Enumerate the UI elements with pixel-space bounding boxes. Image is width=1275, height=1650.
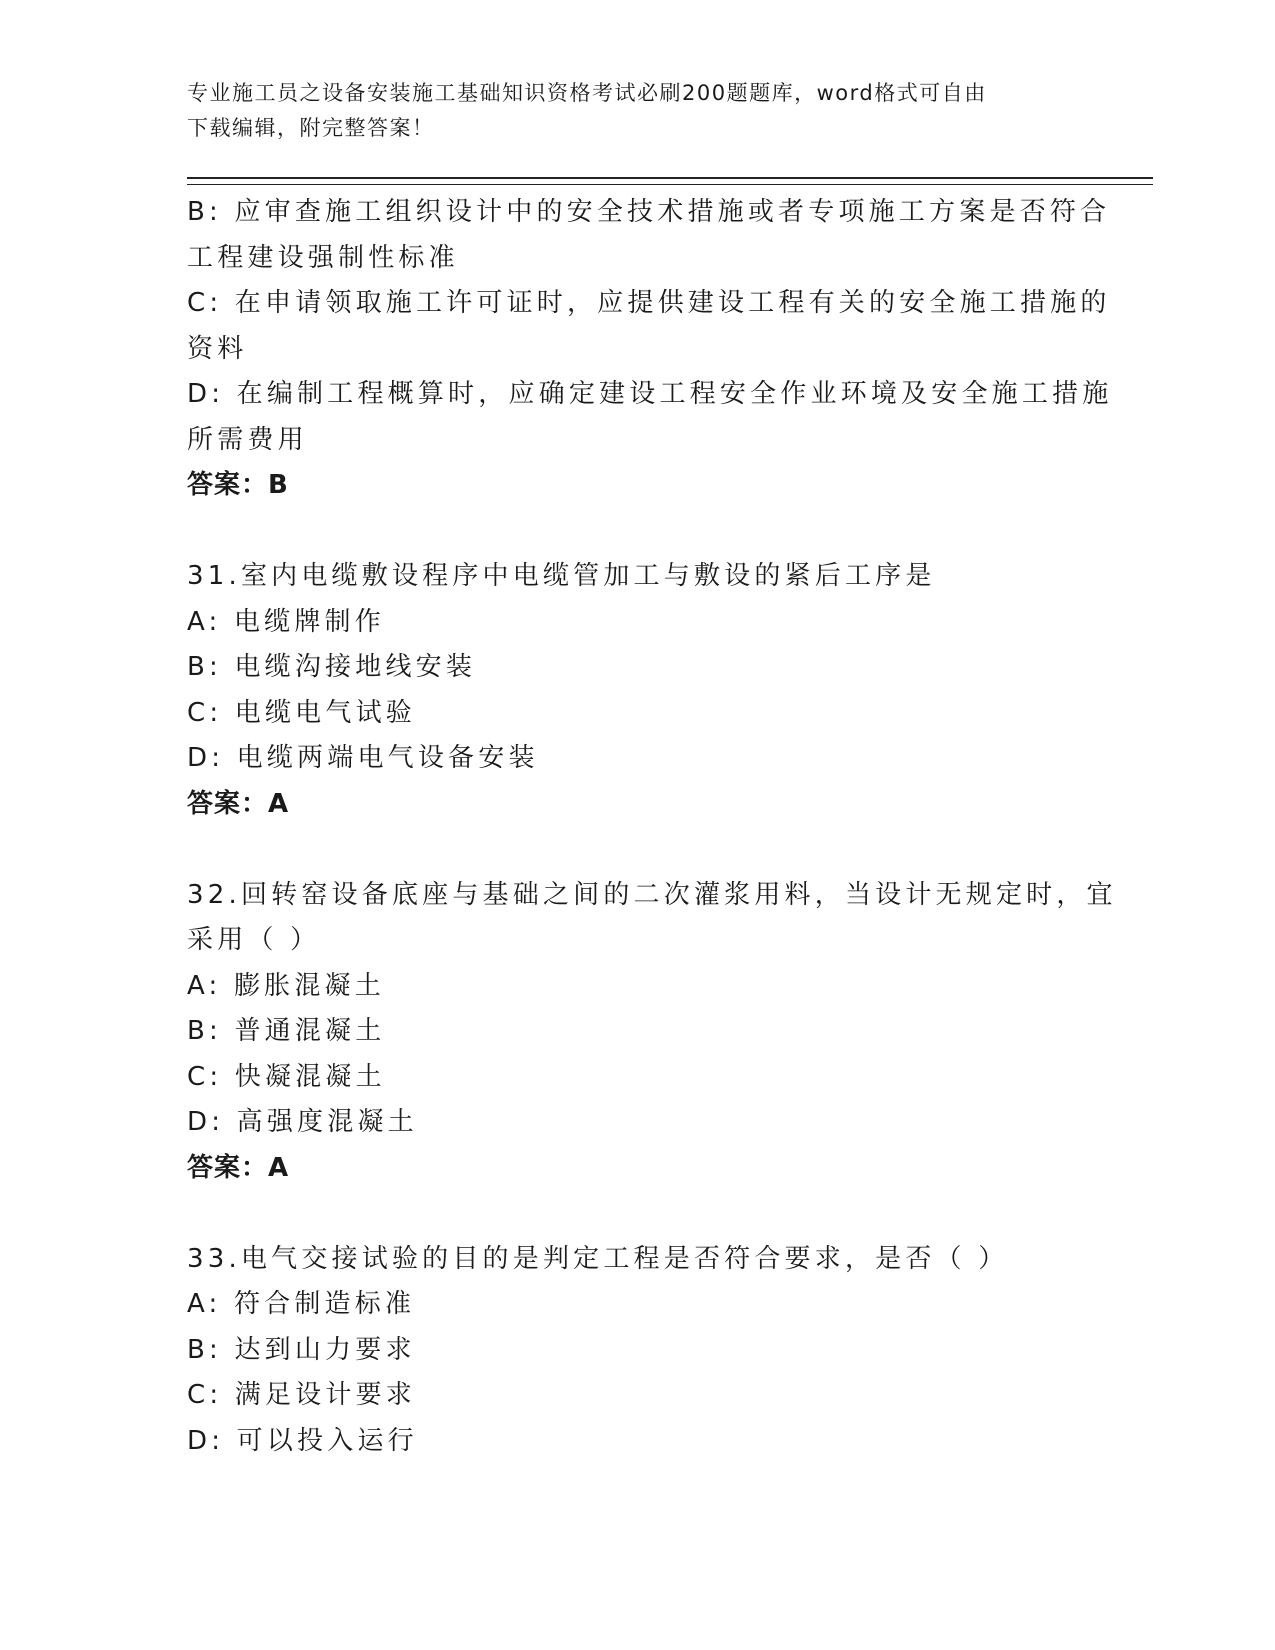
q30-option-d-line-2: 所需费用 (187, 424, 308, 455)
q32-option-c: C: 快凝混凝土 (187, 1061, 386, 1092)
header-divider-thick (187, 177, 1153, 179)
q32-option-d: D: 高强度混凝土 (187, 1107, 418, 1137)
question-33-block (187, 1237, 1087, 1465)
q30-option-c-line-2: 资料 (187, 333, 248, 364)
document-header (187, 76, 1067, 146)
q30-option-b-line-1: B: 应审查施工组织设计中的安全技术措施或者专项施工方案是否符合 (187, 197, 1111, 227)
spacer (187, 1191, 1087, 1237)
question-31-block (187, 554, 1087, 827)
question-32-block (187, 873, 1117, 1192)
q33-stem: 33.电气交接试验的目的是判定工程是否符合要求，是否（ ） (187, 1243, 1009, 1274)
q31-option-b: B: 电缆沟接地线安装 (187, 652, 477, 682)
header-line-1: 专业施工员之设备安装施工基础知识资格考试必刷200题题库，word格式可自由 (187, 81, 987, 105)
q31-option-d: D: 电缆两端电气设备安装 (187, 743, 539, 773)
q31-answer: 答案：A (187, 788, 290, 819)
header-divider-thin (187, 184, 1153, 185)
q33-option-a: A: 符合制造标准 (187, 1289, 416, 1319)
spacer (187, 827, 1087, 873)
q30-option-c-line-1: C: 在申请领取施工许可证时，应提供建设工程有关的安全施工措施的 (187, 288, 1111, 318)
q33-option-d: D: 可以投入运行 (187, 1425, 418, 1456)
q31-option-a: A: 电缆牌制作 (187, 606, 385, 637)
q33-option-c: C: 满足设计要求 (187, 1380, 416, 1410)
header-line-2: 下载编辑，附完整答案！ (187, 116, 435, 140)
q32-option-a: A: 膨胀混凝土 (187, 970, 385, 1001)
q30-option-b-line-2: 工程建设强制性标准 (187, 242, 459, 273)
question-30-block (187, 190, 1113, 509)
q32-option-b: B: 普通混凝土 (187, 1016, 386, 1046)
question-content (187, 190, 1117, 1464)
q32-stem-line-1: 32.回转窑设备底座与基础之间的二次灌浆用料，当设计无规定时，宜 (187, 879, 1117, 910)
q30-answer: 答案：B (187, 470, 289, 500)
q32-stem-line-2: 采用（ ） (187, 925, 321, 955)
spacer (187, 509, 1087, 555)
q31-option-c: C: 电缆电气试验 (187, 697, 416, 728)
q33-option-b: B: 达到山力要求 (187, 1334, 416, 1365)
q32-answer: 答案：A (187, 1152, 290, 1183)
q30-option-d-line-1: D: 在编制工程概算时，应确定建设工程安全作业环境及安全施工措施 (187, 379, 1113, 409)
q31-stem: 31.室内电缆敷设程序中电缆管加工与敷设的紧后工序是 (187, 561, 936, 591)
